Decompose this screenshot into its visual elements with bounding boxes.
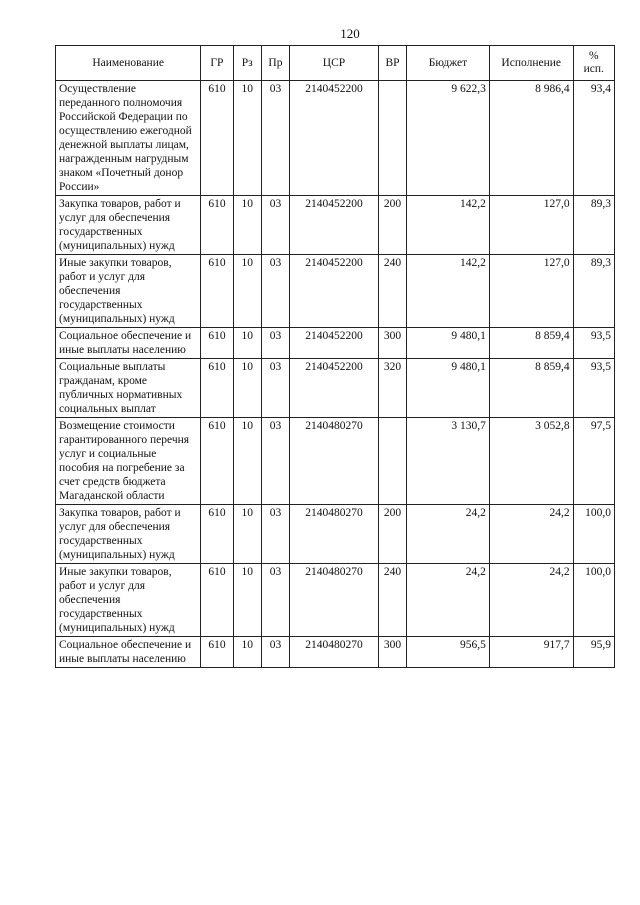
table-row xyxy=(56,255,615,328)
cell-pr: 03 xyxy=(261,196,289,255)
cell-execution: 917,7 xyxy=(489,637,573,668)
cell-vr xyxy=(378,418,406,505)
cell-budget: 142,2 xyxy=(407,255,490,328)
cell-gr: 610 xyxy=(201,81,233,196)
table-row xyxy=(56,505,615,564)
cell-percent: 100,0 xyxy=(573,564,614,637)
cell-execution: 8 859,4 xyxy=(489,359,573,418)
cell-vr: 200 xyxy=(378,196,406,255)
page-number: 120 xyxy=(340,26,360,41)
cell-rz: 10 xyxy=(233,255,261,328)
cell-csr: 2140480270 xyxy=(290,637,379,668)
cell-name: Иные закупки товаров, работ и услуг для обеспечения государственных (муниципальных) нужд xyxy=(56,255,201,328)
cell-gr: 610 xyxy=(201,255,233,328)
cell-gr: 610 xyxy=(201,637,233,668)
cell-pr: 03 xyxy=(261,505,289,564)
cell-budget: 9 480,1 xyxy=(407,359,490,418)
cell-execution: 8 986,4 xyxy=(489,81,573,196)
header-name: Наименование xyxy=(56,46,201,81)
cell-rz: 10 xyxy=(233,196,261,255)
cell-csr: 2140452200 xyxy=(290,255,379,328)
cell-budget: 142,2 xyxy=(407,196,490,255)
cell-name: Закупка товаров, работ и услуг для обеспечения государственных (муниципальных) нужд xyxy=(56,505,201,564)
cell-gr: 610 xyxy=(201,359,233,418)
header-percent xyxy=(573,46,614,81)
cell-vr: 240 xyxy=(378,255,406,328)
cell-rz: 10 xyxy=(233,328,261,359)
cell-name: Социальное обеспечение и иные выплаты населению xyxy=(56,637,201,668)
header-percent-sign: % xyxy=(588,50,599,62)
cell-percent: 89,3 xyxy=(573,196,614,255)
cell-percent: 100,0 xyxy=(573,505,614,564)
cell-execution: 127,0 xyxy=(489,255,573,328)
cell-execution: 3 052,8 xyxy=(489,418,573,505)
table-row xyxy=(56,328,615,359)
cell-pr: 03 xyxy=(261,328,289,359)
cell-csr: 2140480270 xyxy=(290,418,379,505)
cell-vr: 300 xyxy=(378,328,406,359)
cell-name: Осуществление переданного полномочия Российской Федерации по осуществлению ежегодной денежной выплаты лицам, награжденным нагрудным знаком «Почетный донор России» xyxy=(56,81,201,196)
cell-execution: 127,0 xyxy=(489,196,573,255)
table-row xyxy=(56,196,615,255)
header-execution: Исполнение xyxy=(489,46,573,81)
cell-percent: 89,3 xyxy=(573,255,614,328)
cell-budget: 24,2 xyxy=(407,505,490,564)
cell-name: Социальное обеспечение и иные выплаты населению xyxy=(56,328,201,359)
table-row xyxy=(56,81,615,196)
cell-execution: 8 859,4 xyxy=(489,328,573,359)
cell-gr: 610 xyxy=(201,418,233,505)
cell-csr: 2140452200 xyxy=(290,81,379,196)
header-csr: ЦСР xyxy=(290,46,379,81)
cell-rz: 10 xyxy=(233,418,261,505)
cell-name: Иные закупки товаров, работ и услуг для обеспечения государственных (муниципальных) нужд xyxy=(56,564,201,637)
cell-pr: 03 xyxy=(261,81,289,196)
cell-percent: 93,5 xyxy=(573,359,614,418)
cell-gr: 610 xyxy=(201,196,233,255)
cell-rz: 10 xyxy=(233,564,261,637)
header-rz: Рз xyxy=(233,46,261,81)
cell-budget: 9 480,1 xyxy=(407,328,490,359)
cell-rz: 10 xyxy=(233,359,261,418)
header-gr: ГР xyxy=(201,46,233,81)
cell-execution: 24,2 xyxy=(489,505,573,564)
table-row xyxy=(56,564,615,637)
cell-csr: 2140480270 xyxy=(290,564,379,637)
cell-rz: 10 xyxy=(233,505,261,564)
table-header-row xyxy=(56,46,615,81)
table-row xyxy=(56,359,615,418)
cell-name: Социальные выплаты гражданам, кроме публичных нормативных социальных выплат xyxy=(56,359,201,418)
cell-pr: 03 xyxy=(261,637,289,668)
cell-percent: 93,5 xyxy=(573,328,614,359)
cell-pr: 03 xyxy=(261,255,289,328)
cell-vr: 200 xyxy=(378,505,406,564)
cell-gr: 610 xyxy=(201,505,233,564)
header-percent-label: исп. xyxy=(583,63,604,75)
table-body xyxy=(56,81,615,668)
cell-name: Возмещение стоимости гарантированного перечня услуг и социальные пособия на погребение за счет средств бюджета Магаданской области xyxy=(56,418,201,505)
cell-vr: 320 xyxy=(378,359,406,418)
cell-pr: 03 xyxy=(261,359,289,418)
cell-csr: 2140452200 xyxy=(290,196,379,255)
header-pr: Пр xyxy=(261,46,289,81)
cell-percent: 93,4 xyxy=(573,81,614,196)
cell-csr: 2140480270 xyxy=(290,505,379,564)
cell-budget: 3 130,7 xyxy=(407,418,490,505)
budget-execution-table xyxy=(55,45,615,668)
cell-gr: 610 xyxy=(201,564,233,637)
table-row xyxy=(56,418,615,505)
cell-vr: 240 xyxy=(378,564,406,637)
cell-csr: 2140452200 xyxy=(290,328,379,359)
header-budget: Бюджет xyxy=(407,46,490,81)
cell-execution: 24,2 xyxy=(489,564,573,637)
cell-rz: 10 xyxy=(233,637,261,668)
cell-budget: 9 622,3 xyxy=(407,81,490,196)
cell-percent: 95,9 xyxy=(573,637,614,668)
cell-budget: 24,2 xyxy=(407,564,490,637)
cell-vr: 300 xyxy=(378,637,406,668)
table-row xyxy=(56,637,615,668)
cell-name: Закупка товаров, работ и услуг для обеспечения государственных (муниципальных) нужд xyxy=(56,196,201,255)
cell-gr: 610 xyxy=(201,328,233,359)
cell-csr: 2140452200 xyxy=(290,359,379,418)
cell-budget: 956,5 xyxy=(407,637,490,668)
cell-percent: 97,5 xyxy=(573,418,614,505)
cell-rz: 10 xyxy=(233,81,261,196)
cell-pr: 03 xyxy=(261,418,289,505)
cell-pr: 03 xyxy=(261,564,289,637)
header-vr: ВР xyxy=(378,46,406,81)
cell-vr xyxy=(378,81,406,196)
